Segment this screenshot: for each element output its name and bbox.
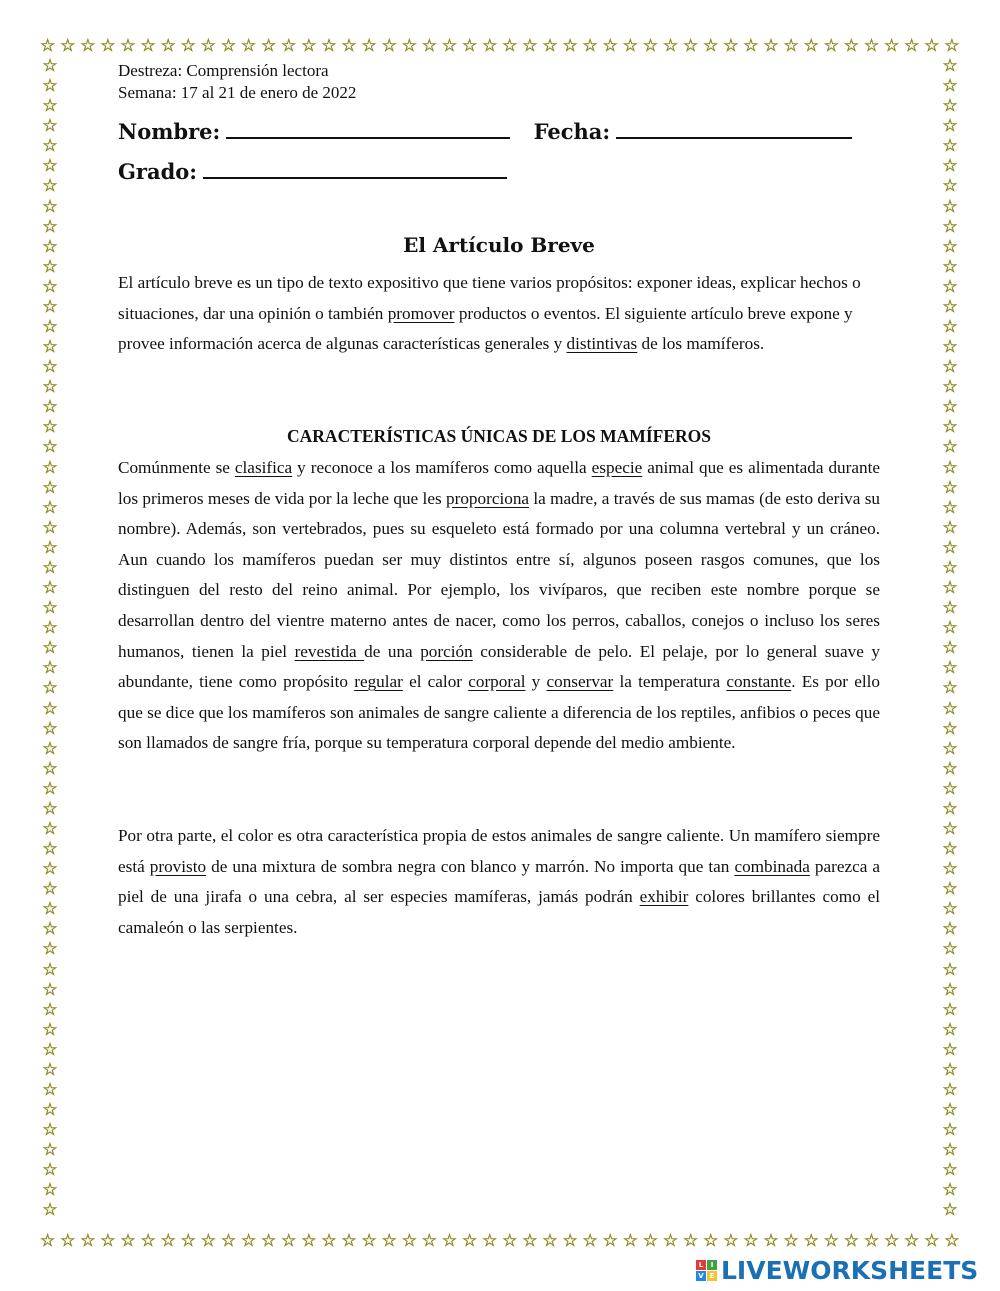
star-border-right	[940, 58, 960, 1220]
star-icon: ☆	[42, 337, 58, 358]
star-icon: ☆	[42, 176, 58, 197]
star-icon: ☆	[40, 1231, 56, 1251]
star-icon: ☆	[502, 1231, 518, 1251]
star-icon: ☆	[942, 437, 958, 458]
star-icon: ☆	[942, 879, 958, 900]
star-icon: ☆	[863, 1231, 880, 1251]
star-icon: ☆	[421, 1231, 438, 1251]
star-icon: ☆	[42, 96, 58, 117]
logo-letter: I	[707, 1260, 717, 1270]
star-icon: ☆	[944, 36, 960, 56]
star-icon: ☆	[421, 36, 438, 56]
vocab-word: provisto	[149, 856, 207, 876]
star-icon: ☆	[783, 36, 799, 56]
star-icon: ☆	[42, 1100, 58, 1121]
star-icon: ☆	[341, 36, 357, 56]
star-icon: ☆	[904, 36, 920, 56]
star-icon: ☆	[942, 1160, 958, 1181]
vocab-word: revestida	[294, 641, 365, 661]
star-icon: ☆	[441, 1231, 458, 1251]
star-icon: ☆	[42, 1019, 58, 1040]
star-icon: ☆	[562, 36, 578, 56]
star-icon: ☆	[703, 1231, 719, 1251]
star-icon: ☆	[942, 337, 958, 358]
star-icon: ☆	[942, 1200, 958, 1221]
star-icon: ☆	[942, 196, 958, 217]
star-icon: ☆	[42, 598, 58, 619]
star-icon: ☆	[942, 216, 958, 237]
star-icon: ☆	[441, 36, 458, 56]
star-icon: ☆	[942, 397, 958, 418]
star-icon: ☆	[281, 1231, 297, 1251]
star-icon: ☆	[942, 1100, 958, 1121]
star-border-bottom	[40, 1233, 960, 1253]
star-icon: ☆	[42, 1039, 58, 1060]
star-icon: ☆	[42, 477, 58, 498]
brand-name: LIVEWORKSHEETS	[721, 1255, 979, 1285]
star-icon: ☆	[863, 36, 880, 56]
star-icon: ☆	[42, 397, 58, 418]
star-icon: ☆	[80, 36, 96, 56]
star-icon: ☆	[942, 718, 958, 739]
star-icon: ☆	[42, 1120, 58, 1141]
star-icon: ☆	[942, 76, 958, 97]
star-icon: ☆	[60, 36, 76, 56]
star-icon: ☆	[942, 236, 958, 257]
star-icon: ☆	[642, 36, 659, 56]
star-icon: ☆	[42, 839, 58, 860]
name-date-row	[118, 115, 852, 144]
body-paragraph-2: Por otra parte, el color es otra característica propia de estos animales de sangre caliente. Un mamífero siempre está provisto de una mixtura de sombra negra con blanco y marrón. No importa que tan combinada parezca a piel de una jirafa o una cebra, al ser especies mamíferas, jamás podrán exhibir colores brillantes como el camaleón o las serpientes.	[118, 826, 880, 937]
star-icon: ☆	[42, 999, 58, 1020]
star-icon: ☆	[42, 457, 58, 478]
star-icon: ☆	[42, 156, 58, 177]
star-icon: ☆	[942, 1039, 958, 1060]
star-icon: ☆	[160, 1231, 176, 1251]
star-icon: ☆	[582, 36, 598, 56]
star-icon: ☆	[42, 758, 58, 779]
star-border-top	[40, 38, 960, 58]
star-icon: ☆	[803, 1231, 819, 1251]
star-icon: ☆	[42, 116, 58, 137]
star-icon: ☆	[220, 1231, 237, 1251]
logo-letter: L	[696, 1260, 706, 1270]
star-icon: ☆	[703, 36, 719, 56]
star-icon: ☆	[942, 256, 958, 277]
fecha-label: Fecha:	[533, 119, 611, 144]
star-icon: ☆	[944, 1231, 960, 1251]
star-icon: ☆	[42, 638, 58, 659]
star-icon: ☆	[942, 497, 958, 518]
star-icon: ☆	[42, 818, 58, 839]
star-icon: ☆	[783, 1231, 799, 1251]
star-icon: ☆	[180, 1231, 196, 1251]
star-icon: ☆	[542, 36, 558, 56]
star-icon: ☆	[622, 1231, 638, 1251]
star-icon: ☆	[942, 457, 958, 478]
star-icon: ☆	[42, 618, 58, 639]
star-icon: ☆	[883, 1231, 900, 1251]
vocab-word: clasifica	[234, 458, 293, 477]
star-icon: ☆	[42, 698, 58, 719]
star-icon: ☆	[42, 658, 58, 679]
vocab-word: combinada	[734, 856, 810, 876]
star-icon: ☆	[42, 859, 58, 880]
star-icon: ☆	[200, 1231, 216, 1251]
vocab-word: corporal	[468, 672, 526, 692]
star-icon: ☆	[683, 36, 699, 56]
nombre-blank[interactable]	[226, 115, 510, 139]
star-icon: ☆	[42, 919, 58, 940]
star-icon: ☆	[823, 1231, 839, 1251]
star-icon: ☆	[381, 36, 397, 56]
vocab-word: proporciona	[446, 488, 530, 508]
star-icon: ☆	[502, 36, 518, 56]
star-icon: ☆	[743, 1231, 759, 1251]
star-icon: ☆	[942, 618, 958, 639]
star-icon: ☆	[942, 698, 958, 719]
star-icon: ☆	[942, 598, 958, 619]
star-icon: ☆	[942, 939, 958, 960]
star-icon: ☆	[942, 357, 958, 378]
star-icon: ☆	[723, 1231, 739, 1251]
star-icon: ☆	[42, 1160, 58, 1181]
star-icon: ☆	[120, 36, 136, 56]
star-icon: ☆	[381, 1231, 397, 1251]
star-icon: ☆	[942, 1019, 958, 1040]
logo-letter: V	[696, 1271, 706, 1281]
star-icon: ☆	[42, 798, 58, 819]
star-icon: ☆	[42, 216, 58, 237]
vocab-word: distintivas	[566, 334, 638, 354]
star-icon: ☆	[100, 36, 116, 56]
star-icon: ☆	[942, 979, 958, 1000]
article-title: El Artículo Breve	[403, 233, 595, 257]
star-icon: ☆	[42, 417, 58, 438]
star-icon: ☆	[42, 256, 58, 277]
star-icon: ☆	[42, 236, 58, 257]
star-icon: ☆	[42, 1180, 58, 1201]
star-icon: ☆	[763, 1231, 779, 1251]
star-icon: ☆	[60, 1231, 76, 1251]
star-icon: ☆	[42, 1079, 58, 1100]
vocab-word: porción	[420, 641, 473, 661]
star-icon: ☆	[401, 1231, 417, 1251]
star-icon: ☆	[622, 36, 638, 56]
star-icon: ☆	[42, 979, 58, 1000]
star-icon: ☆	[42, 196, 58, 217]
star-icon: ☆	[942, 276, 958, 297]
star-icon: ☆	[763, 36, 779, 56]
star-icon: ☆	[42, 497, 58, 518]
star-icon: ☆	[542, 1231, 558, 1251]
star-icon: ☆	[942, 1059, 958, 1080]
star-icon: ☆	[942, 818, 958, 839]
star-icon: ☆	[522, 1231, 538, 1251]
nombre-label: Nombre:	[118, 119, 221, 144]
star-icon: ☆	[42, 959, 58, 980]
star-icon: ☆	[301, 1231, 317, 1251]
star-icon: ☆	[823, 36, 839, 56]
star-icon: ☆	[942, 919, 958, 940]
star-icon: ☆	[942, 959, 958, 980]
star-icon: ☆	[261, 36, 277, 56]
star-icon: ☆	[662, 1231, 679, 1251]
fecha-blank[interactable]	[616, 115, 852, 139]
grado-label: Grado:	[118, 159, 198, 184]
semana-line: Semana: 17 al 21 de enero de 2022	[118, 83, 357, 102]
star-icon: ☆	[42, 296, 58, 317]
star-icon: ☆	[341, 1231, 357, 1251]
star-icon: ☆	[942, 517, 958, 538]
worksheet-meta	[118, 60, 356, 104]
star-icon: ☆	[281, 36, 297, 56]
star-icon: ☆	[42, 1140, 58, 1161]
star-icon: ☆	[942, 638, 958, 659]
destreza-line: Destreza: Comprensión lectora	[118, 61, 329, 80]
star-icon: ☆	[942, 678, 958, 699]
star-icon: ☆	[42, 1059, 58, 1080]
star-icon: ☆	[240, 1231, 257, 1251]
star-icon: ☆	[662, 36, 679, 56]
star-icon: ☆	[942, 537, 958, 558]
star-icon: ☆	[42, 317, 58, 338]
star-icon: ☆	[261, 1231, 277, 1251]
star-icon: ☆	[160, 36, 176, 56]
star-icon: ☆	[220, 36, 237, 56]
intro-paragraph: El artículo breve es un tipo de texto expositivo que tiene varios propósitos: exponer ideas, explicar hechos o situaciones, dar una opinión o también promover productos o eventos. El siguiente artículo breve expone y provee información acerca de algunas características generales y distintivas de los mamíferos.	[118, 273, 861, 354]
live-logo-icon	[696, 1260, 717, 1281]
star-icon: ☆	[942, 557, 958, 578]
star-icon: ☆	[942, 839, 958, 860]
star-icon: ☆	[942, 999, 958, 1020]
star-icon: ☆	[42, 276, 58, 297]
star-icon: ☆	[924, 36, 940, 56]
star-icon: ☆	[42, 738, 58, 759]
vocab-word: exhibir	[639, 887, 689, 907]
logo-letter: E	[707, 1271, 717, 1281]
vocab-word: especie	[591, 458, 643, 477]
star-icon: ☆	[42, 778, 58, 799]
star-icon: ☆	[942, 317, 958, 338]
star-icon: ☆	[843, 36, 859, 56]
star-icon: ☆	[482, 36, 498, 56]
star-icon: ☆	[942, 658, 958, 679]
star-icon: ☆	[562, 1231, 578, 1251]
star-icon: ☆	[843, 1231, 859, 1251]
star-icon: ☆	[42, 578, 58, 599]
star-icon: ☆	[42, 899, 58, 920]
star-icon: ☆	[461, 36, 478, 56]
star-icon: ☆	[642, 1231, 659, 1251]
star-icon: ☆	[803, 36, 819, 56]
star-icon: ☆	[42, 939, 58, 960]
star-icon: ☆	[401, 36, 417, 56]
star-icon: ☆	[42, 678, 58, 699]
star-icon: ☆	[942, 176, 958, 197]
star-icon: ☆	[100, 1231, 116, 1251]
star-icon: ☆	[140, 36, 156, 56]
star-icon: ☆	[301, 36, 317, 56]
star-icon: ☆	[42, 718, 58, 739]
star-icon: ☆	[582, 1231, 598, 1251]
star-icon: ☆	[723, 36, 739, 56]
star-icon: ☆	[942, 1140, 958, 1161]
star-icon: ☆	[942, 578, 958, 599]
grade-row	[118, 155, 507, 184]
section-subtitle: CARACTERÍSTICAS ÚNICAS DE LOS MAMÍFEROS	[287, 426, 711, 446]
star-icon: ☆	[42, 879, 58, 900]
star-icon: ☆	[42, 517, 58, 538]
star-icon: ☆	[321, 36, 337, 56]
star-icon: ☆	[482, 1231, 498, 1251]
star-icon: ☆	[200, 36, 216, 56]
star-icon: ☆	[743, 36, 759, 56]
grado-blank[interactable]	[203, 155, 507, 179]
star-icon: ☆	[942, 1180, 958, 1201]
vocab-word: conservar	[546, 672, 614, 692]
star-icon: ☆	[42, 76, 58, 97]
star-border-left	[40, 58, 60, 1220]
star-icon: ☆	[42, 136, 58, 157]
vocab-word: promover	[387, 303, 455, 323]
star-icon: ☆	[180, 36, 196, 56]
star-icon: ☆	[461, 1231, 478, 1251]
star-icon: ☆	[942, 758, 958, 779]
star-icon: ☆	[42, 56, 58, 76]
star-icon: ☆	[924, 1231, 940, 1251]
star-icon: ☆	[42, 557, 58, 578]
star-icon: ☆	[361, 36, 377, 56]
liveworksheets-logo[interactable]	[696, 1255, 978, 1285]
star-icon: ☆	[602, 1231, 618, 1251]
star-icon: ☆	[942, 899, 958, 920]
star-icon: ☆	[522, 36, 538, 56]
star-icon: ☆	[140, 1231, 156, 1251]
star-icon: ☆	[942, 116, 958, 137]
star-icon: ☆	[942, 96, 958, 117]
star-icon: ☆	[942, 859, 958, 880]
star-icon: ☆	[40, 36, 56, 56]
star-icon: ☆	[42, 437, 58, 458]
vocab-word: constante	[726, 672, 792, 692]
star-icon: ☆	[361, 1231, 377, 1251]
star-icon: ☆	[942, 56, 958, 76]
star-icon: ☆	[942, 778, 958, 799]
star-icon: ☆	[120, 1231, 136, 1251]
star-icon: ☆	[42, 377, 58, 398]
star-icon: ☆	[42, 357, 58, 378]
star-icon: ☆	[942, 477, 958, 498]
body-paragraph-1: Comúnmente se clasifica y reconoce a los mamíferos como aquella especie animal que es alimentada durante los primeros meses de vida por la leche que les proporciona la madre, a través de sus mamas (de esto deriva su nombre). Además, son vertebrados, pues su esqueleto está formado por una columna vertebral y un cráneo. Aun cuando los mamíferos puedan ser muy distintos entre sí, algunos poseen rasgos comunes, que los distinguen del resto del reino animal. Por ejemplo, los vivíparos, que reciben este nombre porque se desarrollan dentro del vientre materno antes de nacer, como los perros, caballos, conejos o incluso los seres humanos, tienen la piel revestida de una porción considerable de pelo. El pelaje, por lo general suave y abundante, tiene como propósito regular el calor corporal y conservar la temperatura constante. Es por ello que se dice que los mamíferos son animales de sangre caliente a diferencia de los reptiles, anfibios o peces que son llamados de sangre fría, porque su temperatura corporal depende del medio ambiente.	[118, 458, 880, 753]
star-icon: ☆	[942, 417, 958, 438]
star-icon: ☆	[42, 1200, 58, 1221]
star-icon: ☆	[942, 296, 958, 317]
star-icon: ☆	[883, 36, 900, 56]
star-icon: ☆	[942, 1079, 958, 1100]
star-icon: ☆	[942, 156, 958, 177]
star-icon: ☆	[942, 1120, 958, 1141]
star-icon: ☆	[942, 377, 958, 398]
star-icon: ☆	[942, 136, 958, 157]
star-icon: ☆	[942, 738, 958, 759]
star-icon: ☆	[602, 36, 618, 56]
star-icon: ☆	[80, 1231, 96, 1251]
star-icon: ☆	[321, 1231, 337, 1251]
vocab-word: regular	[354, 672, 403, 692]
star-icon: ☆	[904, 1231, 920, 1251]
star-icon: ☆	[240, 36, 257, 56]
star-icon: ☆	[942, 798, 958, 819]
star-icon: ☆	[683, 1231, 699, 1251]
star-icon: ☆	[42, 537, 58, 558]
